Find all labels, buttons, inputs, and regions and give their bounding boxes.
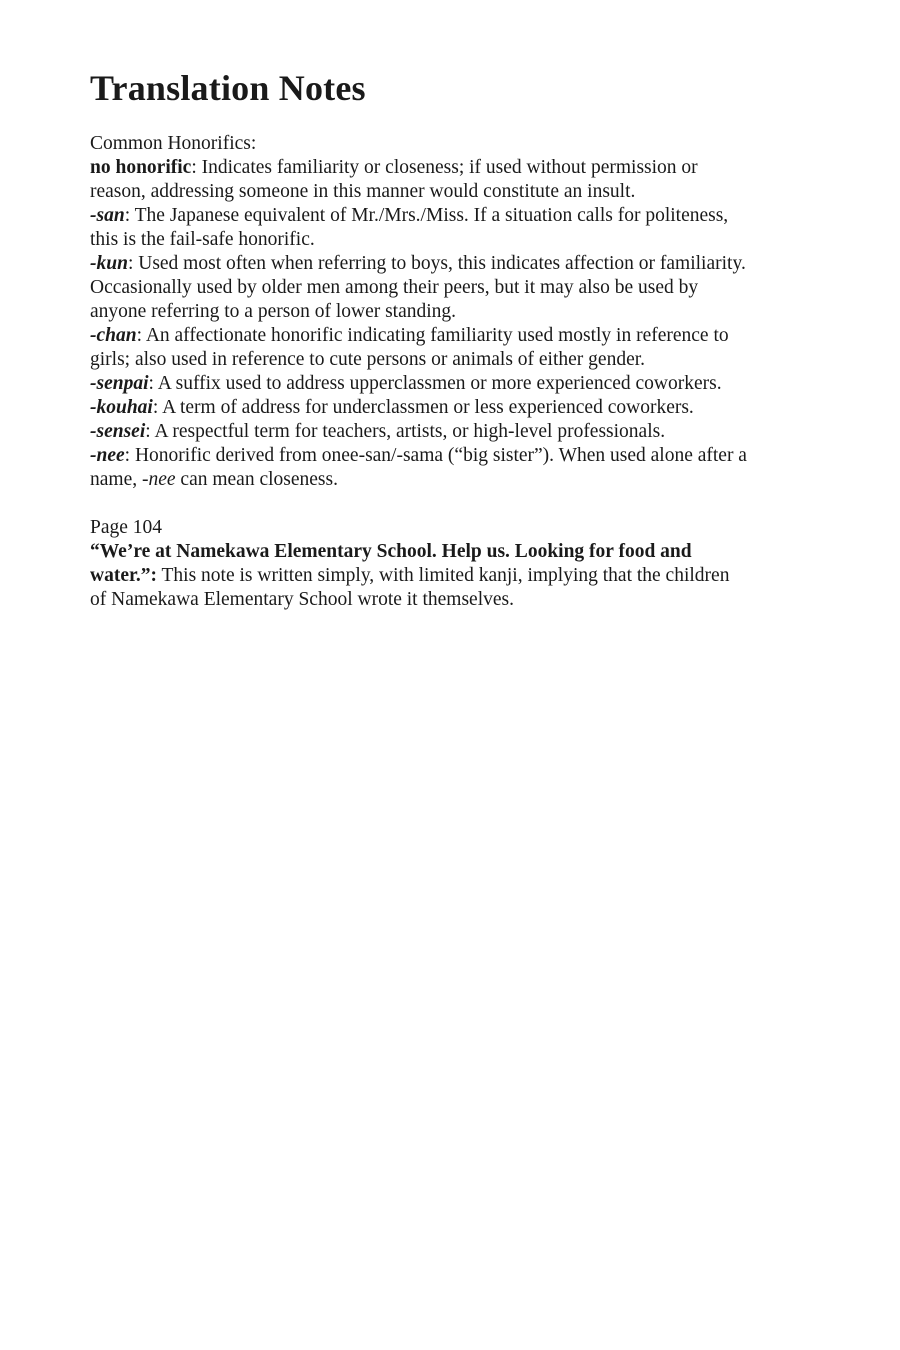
honorific-entry-chan — [90, 324, 750, 372]
term-separator: : — [148, 373, 158, 394]
honorific-entry-san — [90, 204, 750, 252]
honorific-definition: An affectionate honorific indicating familiarity used mostly in reference to girls; also used in reference to cute persons or animals of either gender. — [90, 325, 729, 370]
honorific-definition: A term of address for underclassmen or less experienced coworkers. — [162, 397, 694, 418]
honorifics-section — [90, 132, 750, 492]
honorific-definition-part2: can mean closeness. — [175, 469, 338, 490]
honorific-term: -nee — [90, 445, 125, 466]
term-separator: : — [191, 157, 202, 178]
term-separator: : — [145, 421, 155, 442]
honorific-definition: A respectful term for teachers, artists, or high-level professionals. — [154, 421, 666, 442]
honorific-term: -senpai — [90, 373, 149, 394]
honorific-entry-kouhai — [90, 396, 750, 420]
honorific-definition: Used most often when referring to boys, this indicates affection or familiarity. Occasionally used by older men among their peers, but it may also be used by anyone referring to a person of lower standing. — [90, 253, 746, 322]
page-notes-section — [90, 516, 750, 612]
honorific-entry-sensei — [90, 420, 750, 444]
honorific-definition: Indicates familiarity or closeness; if used without permission or reason, addressing someone in this manner would constitute an insult. — [90, 157, 698, 202]
document-page — [90, 64, 750, 612]
honorific-term: -kouhai — [90, 397, 153, 418]
note-quote: “We’re at Namekawa Elementary School. Help us. Looking for food and water.”: — [90, 541, 692, 586]
note-page-label: Page 104 — [90, 517, 163, 538]
honorific-entry-kun — [90, 252, 750, 324]
honorific-definition-italic: -nee — [141, 469, 176, 490]
honorific-entry-no-honorific — [90, 156, 750, 204]
honorific-term: -kun — [90, 253, 128, 274]
honorific-term: -sensei — [90, 421, 146, 442]
honorific-term: no honorific — [90, 157, 192, 178]
honorific-term: -san — [90, 205, 125, 226]
term-separator: : — [124, 445, 135, 466]
honorific-definition-part1: Honorific derived from onee-san/-sama (“big sister”). When used alone after a name, — [90, 445, 747, 490]
honorifics-heading: Common Honorifics: — [90, 133, 257, 154]
page-title: Translation Notes — [90, 68, 366, 108]
term-separator: : — [136, 325, 146, 346]
note-text: This note is written simply, with limited kanji, implying that the children of Namekawa Elementary School wrote it themselves. — [90, 565, 730, 610]
term-separator: : — [127, 253, 139, 274]
term-separator: : — [124, 205, 135, 226]
term-separator: : — [152, 397, 163, 418]
honorific-entry-nee — [90, 444, 750, 492]
honorific-definition: The Japanese equivalent of Mr./Mrs./Miss. If a situation calls for politeness, this is the fail-safe honorific. — [90, 205, 729, 250]
honorific-entry-senpai — [90, 372, 750, 396]
section-spacer — [90, 492, 750, 516]
honorific-definition: A suffix used to address upperclassmen or more experienced coworkers. — [157, 373, 722, 394]
honorific-term: -chan — [90, 325, 137, 346]
note-entry — [90, 540, 750, 612]
